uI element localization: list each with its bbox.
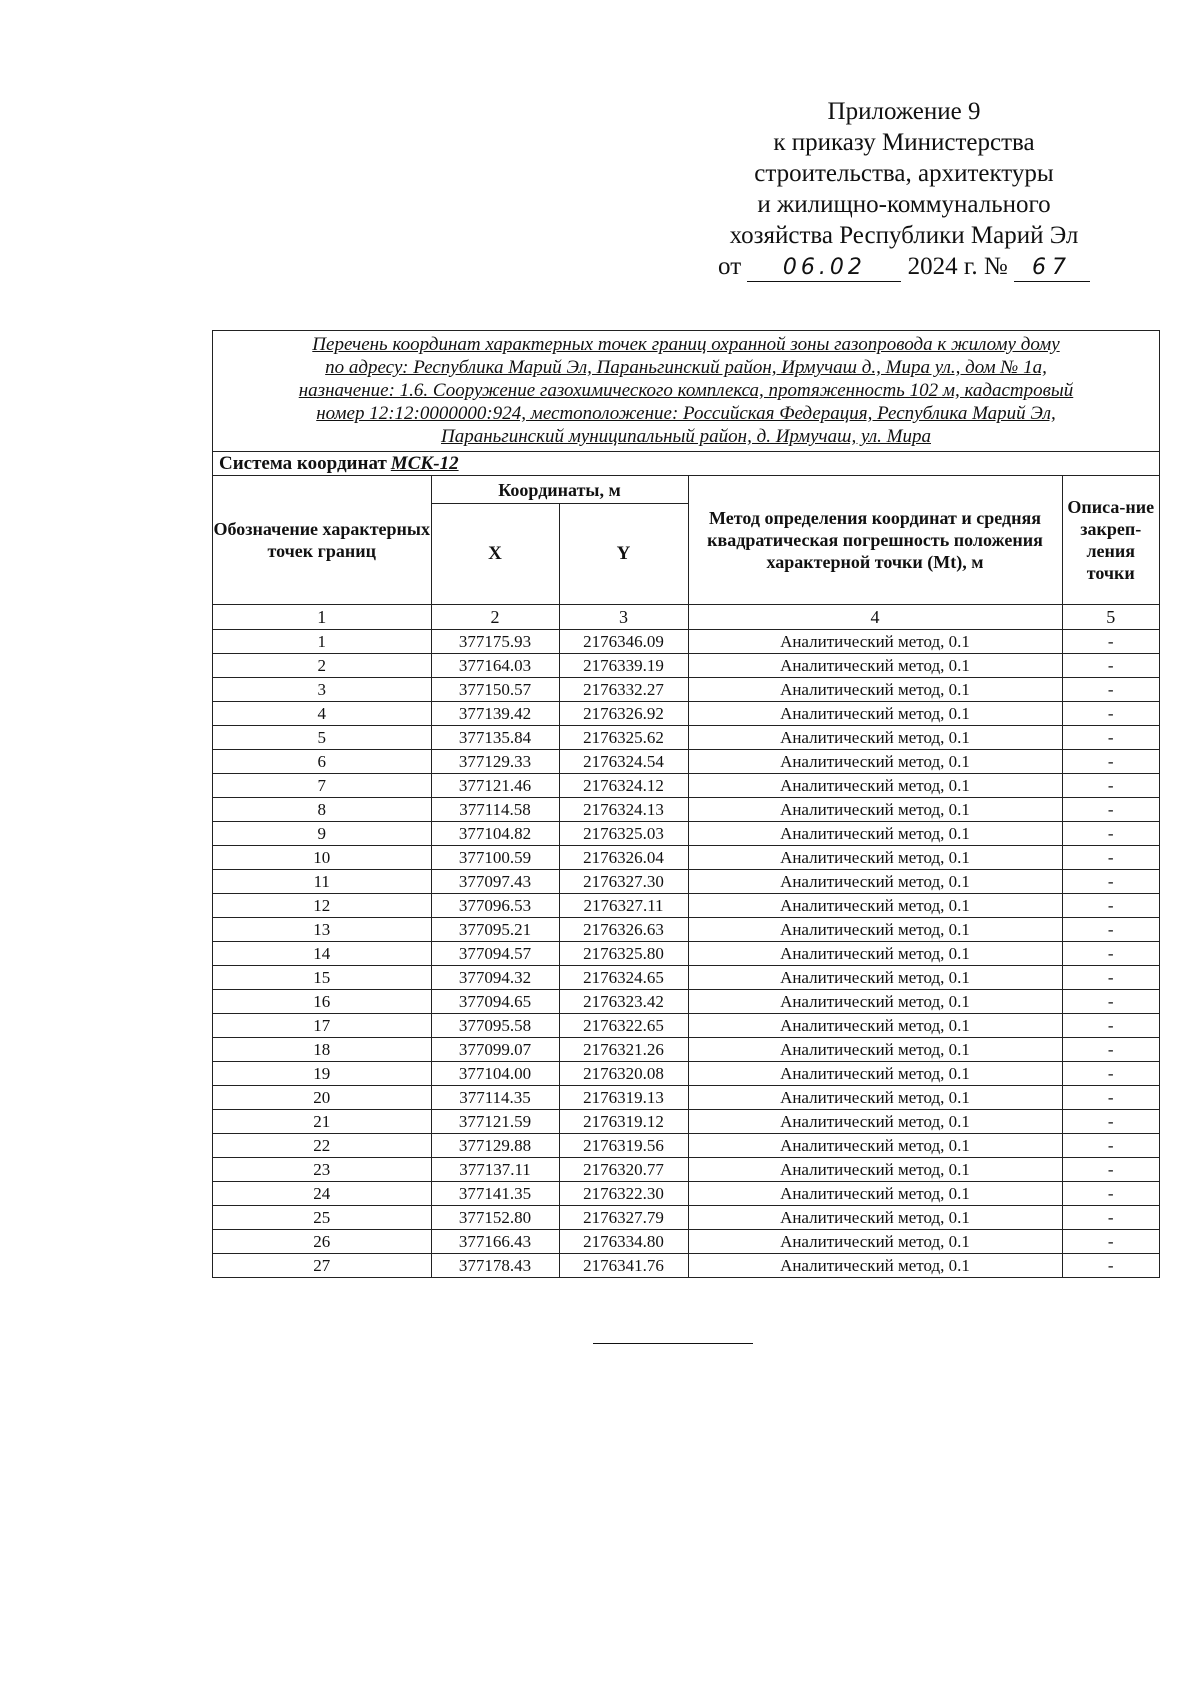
appendix-line: Приложение 9 <box>827 98 981 125</box>
cell-x: 377129.33 <box>431 750 559 774</box>
header-coordinates: Координаты, м <box>431 476 688 504</box>
cell-description: - <box>1062 918 1159 942</box>
cell-point-number: 8 <box>213 798 431 822</box>
cell-y: 2176322.30 <box>559 1182 688 1206</box>
cell-y: 2176321.26 <box>559 1038 688 1062</box>
cell-point-number: 18 <box>213 1038 431 1062</box>
cell-method: Аналитический метод, 0.1 <box>688 774 1062 798</box>
cell-x: 377139.42 <box>431 702 559 726</box>
title-line: Перечень координат характерных точек границ охранной зоны газопровода к жилому дому <box>312 334 1060 355</box>
table-row <box>213 1230 1159 1254</box>
cell-x: 377178.43 <box>431 1254 559 1278</box>
cell-x: 377121.46 <box>431 774 559 798</box>
cell-method: Аналитический метод, 0.1 <box>688 1182 1062 1206</box>
cell-description: - <box>1062 1110 1159 1134</box>
cell-description: - <box>1062 1182 1159 1206</box>
cell-x: 377104.82 <box>431 822 559 846</box>
column-number: 1 <box>213 605 431 630</box>
column-number: 4 <box>688 605 1062 630</box>
cell-method: Аналитический метод, 0.1 <box>688 942 1062 966</box>
cell-y: 2176334.80 <box>559 1230 688 1254</box>
cell-point-number: 2 <box>213 654 431 678</box>
cell-x: 377150.57 <box>431 678 559 702</box>
cell-x: 377094.57 <box>431 942 559 966</box>
cell-y: 2176341.76 <box>559 1254 688 1278</box>
title-line: Параньгинский муниципальный район, д. Ирмучаш, ул. Мира <box>441 426 931 447</box>
cell-x: 377141.35 <box>431 1182 559 1206</box>
cell-point-number: 21 <box>213 1110 431 1134</box>
cell-point-number: 19 <box>213 1062 431 1086</box>
cell-x: 377095.21 <box>431 918 559 942</box>
table-row <box>213 630 1159 654</box>
table-row <box>213 774 1159 798</box>
table-row <box>213 990 1159 1014</box>
cell-method: Аналитический метод, 0.1 <box>688 1038 1062 1062</box>
cell-x: 377129.88 <box>431 1134 559 1158</box>
cell-description: - <box>1062 990 1159 1014</box>
cell-method: Аналитический метод, 0.1 <box>688 1158 1062 1182</box>
cell-point-number: 12 <box>213 894 431 918</box>
table-row <box>213 1134 1159 1158</box>
cell-point-number: 14 <box>213 942 431 966</box>
cell-x: 377094.32 <box>431 966 559 990</box>
cell-description: - <box>1062 894 1159 918</box>
cell-point-number: 23 <box>213 1158 431 1182</box>
table-row <box>213 678 1159 702</box>
appendix-line: к приказу Министерства <box>773 129 1035 156</box>
cell-point-number: 16 <box>213 990 431 1014</box>
cell-point-number: 26 <box>213 1230 431 1254</box>
table-row <box>213 1038 1159 1062</box>
table-row <box>213 798 1159 822</box>
cell-y: 2176339.19 <box>559 654 688 678</box>
separator-line <box>593 1343 753 1344</box>
appendix-header <box>694 96 1114 282</box>
cell-description: - <box>1062 630 1159 654</box>
cell-point-number: 27 <box>213 1254 431 1278</box>
cell-x: 377114.35 <box>431 1086 559 1110</box>
cell-description: - <box>1062 678 1159 702</box>
cell-y: 2176327.11 <box>559 894 688 918</box>
handwritten-order-number: 67 <box>1014 255 1090 282</box>
cell-x: 377099.07 <box>431 1038 559 1062</box>
cell-description: - <box>1062 942 1159 966</box>
cell-y: 2176327.79 <box>559 1206 688 1230</box>
cell-description: - <box>1062 1254 1159 1278</box>
cell-y: 2176324.65 <box>559 966 688 990</box>
date-prefix: от <box>718 253 742 280</box>
cell-point-number: 3 <box>213 678 431 702</box>
cell-description: - <box>1062 1038 1159 1062</box>
cell-x: 377097.43 <box>431 870 559 894</box>
table-row <box>213 846 1159 870</box>
cell-method: Аналитический метод, 0.1 <box>688 1086 1062 1110</box>
title-line: по адресу: Республика Марий Эл, Параньгинский район, Ирмучаш д., Мира ул., дом № 1а, <box>325 357 1047 378</box>
cell-x: 377166.43 <box>431 1230 559 1254</box>
cell-x: 377175.93 <box>431 630 559 654</box>
coordinate-system-label: Система координат <box>219 453 387 474</box>
table-row <box>213 654 1159 678</box>
table-row <box>213 1014 1159 1038</box>
cell-x: 377094.65 <box>431 990 559 1014</box>
cell-description: - <box>1062 1230 1159 1254</box>
cell-method: Аналитический метод, 0.1 <box>688 870 1062 894</box>
cell-y: 2176325.80 <box>559 942 688 966</box>
table-row <box>213 822 1159 846</box>
cell-y: 2176324.12 <box>559 774 688 798</box>
table-row <box>213 918 1159 942</box>
table-title <box>213 331 1159 452</box>
cell-method: Аналитический метод, 0.1 <box>688 1230 1062 1254</box>
cell-y: 2176327.30 <box>559 870 688 894</box>
cell-method: Аналитический метод, 0.1 <box>688 726 1062 750</box>
cell-point-number: 4 <box>213 702 431 726</box>
cell-x: 377137.11 <box>431 1158 559 1182</box>
cell-method: Аналитический метод, 0.1 <box>688 750 1062 774</box>
cell-y: 2176325.03 <box>559 822 688 846</box>
appendix-line: и жилищно-коммунального <box>757 191 1051 218</box>
table-row <box>213 870 1159 894</box>
appendix-line: строительства, архитектуры <box>754 160 1054 187</box>
column-number: 5 <box>1062 605 1159 630</box>
cell-method: Аналитический метод, 0.1 <box>688 1206 1062 1230</box>
title-line: назначение: 1.6. Сооружение газохимического комплекса, протяженность 102 м, кадастровый <box>298 380 1074 401</box>
cell-method: Аналитический метод, 0.1 <box>688 1134 1062 1158</box>
cell-description: - <box>1062 1158 1159 1182</box>
table-body <box>213 630 1159 1278</box>
header-x: X <box>431 504 559 605</box>
cell-y: 2176325.62 <box>559 726 688 750</box>
cell-method: Аналитический метод, 0.1 <box>688 1110 1062 1134</box>
year-text: 2024 г. № <box>907 253 1008 280</box>
cell-point-number: 5 <box>213 726 431 750</box>
cell-method: Аналитический метод, 0.1 <box>688 918 1062 942</box>
cell-method: Аналитический метод, 0.1 <box>688 822 1062 846</box>
cell-description: - <box>1062 654 1159 678</box>
cell-point-number: 11 <box>213 870 431 894</box>
table-row <box>213 726 1159 750</box>
cell-y: 2176320.77 <box>559 1158 688 1182</box>
cell-point-number: 15 <box>213 966 431 990</box>
cell-point-number: 1 <box>213 630 431 654</box>
cell-description: - <box>1062 1206 1159 1230</box>
cell-description: - <box>1062 846 1159 870</box>
header-y: Y <box>559 504 688 605</box>
table-row <box>213 1254 1159 1278</box>
cell-x: 377135.84 <box>431 726 559 750</box>
cell-description: - <box>1062 1134 1159 1158</box>
cell-x: 377152.80 <box>431 1206 559 1230</box>
cell-description: - <box>1062 1014 1159 1038</box>
cell-description: - <box>1062 822 1159 846</box>
cell-y: 2176319.56 <box>559 1134 688 1158</box>
table-row <box>213 1110 1159 1134</box>
cell-method: Аналитический метод, 0.1 <box>688 1062 1062 1086</box>
column-number: 2 <box>431 605 559 630</box>
cell-method: Аналитический метод, 0.1 <box>688 1254 1062 1278</box>
cell-point-number: 17 <box>213 1014 431 1038</box>
cell-y: 2176323.42 <box>559 990 688 1014</box>
cell-y: 2176322.65 <box>559 1014 688 1038</box>
cell-method: Аналитический метод, 0.1 <box>688 702 1062 726</box>
cell-x: 377121.59 <box>431 1110 559 1134</box>
cell-y: 2176319.12 <box>559 1110 688 1134</box>
cell-point-number: 20 <box>213 1086 431 1110</box>
cell-point-number: 7 <box>213 774 431 798</box>
handwritten-date: 06.02 <box>747 255 901 282</box>
cell-method: Аналитический метод, 0.1 <box>688 846 1062 870</box>
table-row <box>213 966 1159 990</box>
cell-method: Аналитический метод, 0.1 <box>688 894 1062 918</box>
table-row <box>213 1206 1159 1230</box>
cell-x: 377095.58 <box>431 1014 559 1038</box>
cell-y: 2176326.04 <box>559 846 688 870</box>
cell-point-number: 25 <box>213 1206 431 1230</box>
cell-method: Аналитический метод, 0.1 <box>688 678 1062 702</box>
cell-description: - <box>1062 798 1159 822</box>
table-row <box>213 702 1159 726</box>
cell-y: 2176332.27 <box>559 678 688 702</box>
cell-point-number: 24 <box>213 1182 431 1206</box>
cell-y: 2176346.09 <box>559 630 688 654</box>
table-row <box>213 1158 1159 1182</box>
cell-point-number: 10 <box>213 846 431 870</box>
cell-x: 377114.58 <box>431 798 559 822</box>
cell-point-number: 22 <box>213 1134 431 1158</box>
cell-point-number: 9 <box>213 822 431 846</box>
header-method: Метод определения координат и средняя квадратическая погрешность положения характерной точки (Mt), м <box>688 476 1062 605</box>
header-point: Обозначение характерных точек границ <box>213 476 431 605</box>
coordinate-system-value: МСК-12 <box>390 453 459 474</box>
table-row <box>213 1086 1159 1110</box>
cell-point-number: 13 <box>213 918 431 942</box>
cell-description: - <box>1062 1062 1159 1086</box>
table-row <box>213 894 1159 918</box>
cell-y: 2176319.13 <box>559 1086 688 1110</box>
table-row <box>213 1182 1159 1206</box>
cell-description: - <box>1062 966 1159 990</box>
table-row <box>213 1062 1159 1086</box>
cell-method: Аналитический метод, 0.1 <box>688 654 1062 678</box>
cell-description: - <box>1062 750 1159 774</box>
appendix-line: хозяйства Республики Марий Эл <box>729 222 1079 249</box>
cell-x: 377096.53 <box>431 894 559 918</box>
order-date-line <box>694 251 1114 282</box>
cell-description: - <box>1062 702 1159 726</box>
cell-method: Аналитический метод, 0.1 <box>688 990 1062 1014</box>
table-row <box>213 942 1159 966</box>
cell-y: 2176320.08 <box>559 1062 688 1086</box>
cell-y: 2176324.13 <box>559 798 688 822</box>
coordinates-table <box>213 476 1159 1277</box>
coordinates-table-frame <box>212 330 1160 1278</box>
cell-x: 377104.00 <box>431 1062 559 1086</box>
coordinate-system-row <box>213 452 1159 476</box>
cell-method: Аналитический метод, 0.1 <box>688 1014 1062 1038</box>
table-row <box>213 750 1159 774</box>
cell-description: - <box>1062 774 1159 798</box>
cell-point-number: 6 <box>213 750 431 774</box>
cell-y: 2176324.54 <box>559 750 688 774</box>
cell-y: 2176326.92 <box>559 702 688 726</box>
cell-x: 377164.03 <box>431 654 559 678</box>
title-line: номер 12:12:0000000:924, местоположение: Российская Федерация, Республика Марий Эл, <box>316 403 1056 424</box>
cell-method: Аналитический метод, 0.1 <box>688 630 1062 654</box>
header-description: Описа-ние закреп-ления точки <box>1062 476 1159 605</box>
cell-y: 2176326.63 <box>559 918 688 942</box>
column-number: 3 <box>559 605 688 630</box>
cell-method: Аналитический метод, 0.1 <box>688 966 1062 990</box>
cell-method: Аналитический метод, 0.1 <box>688 798 1062 822</box>
cell-description: - <box>1062 870 1159 894</box>
cell-description: - <box>1062 1086 1159 1110</box>
cell-x: 377100.59 <box>431 846 559 870</box>
cell-description: - <box>1062 726 1159 750</box>
